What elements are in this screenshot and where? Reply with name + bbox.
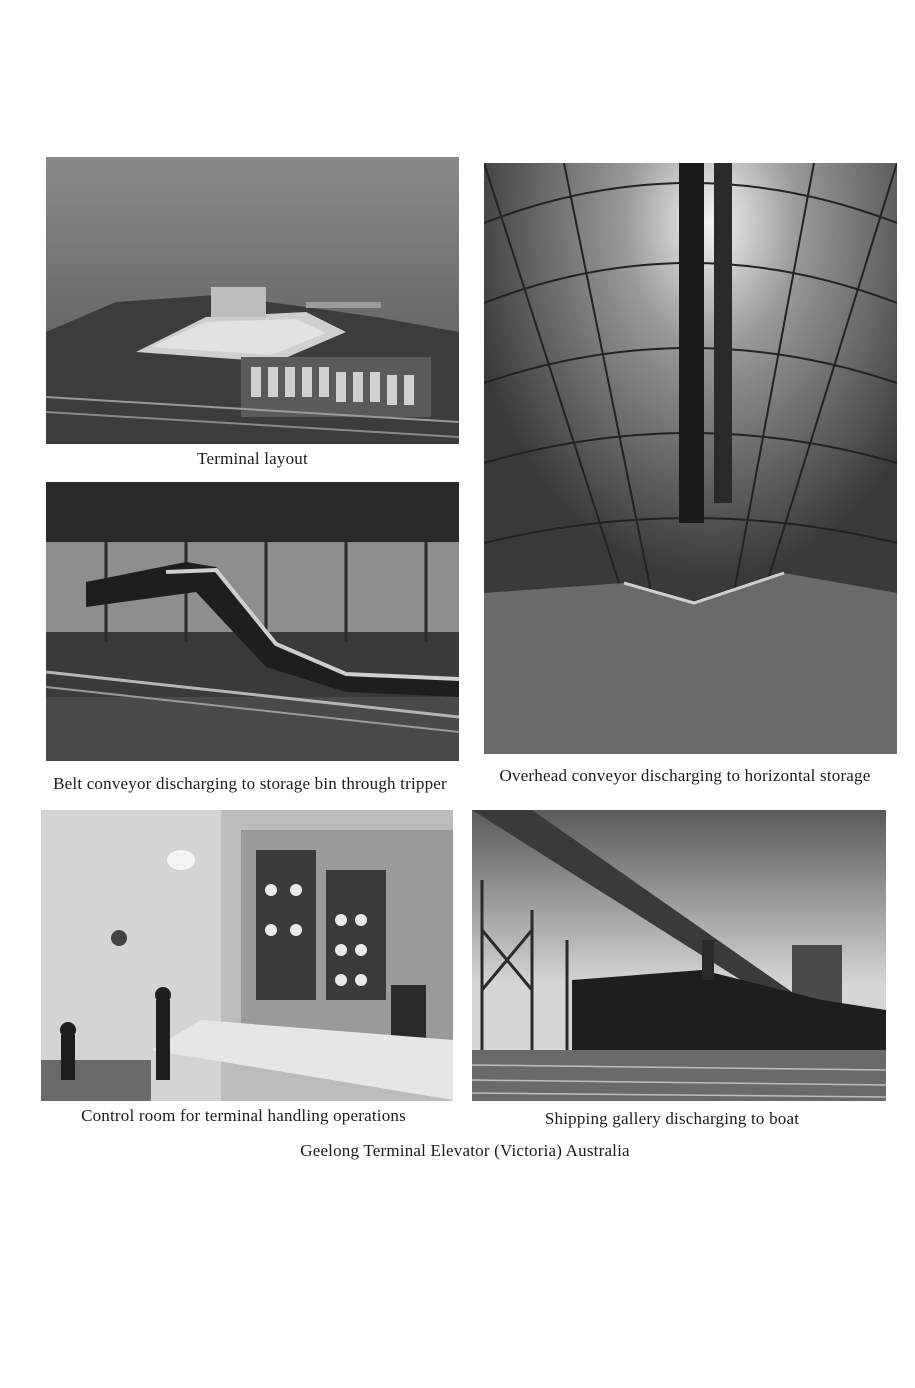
overhead-conveyor-caption: Overhead conveyor discharging to horizontal storage xyxy=(499,766,871,785)
terminal-layout-caption: Terminal layout xyxy=(197,449,308,468)
belt-conveyor-caption: Belt conveyor discharging to storage bin through tripper xyxy=(53,774,447,793)
shipping-gallery-caption: Shipping gallery discharging to boat xyxy=(544,1109,800,1128)
shipping-gallery-photo xyxy=(472,810,886,1101)
page-caption: Geelong Terminal Elevator (Victoria) Australia xyxy=(300,1141,630,1160)
control-room-photo xyxy=(41,810,453,1101)
belt-conveyor-photo xyxy=(46,482,459,761)
terminal-layout-photo xyxy=(46,157,459,444)
overhead-conveyor-photo xyxy=(484,163,897,754)
control-room-caption: Control room for terminal handling operations xyxy=(81,1106,406,1125)
